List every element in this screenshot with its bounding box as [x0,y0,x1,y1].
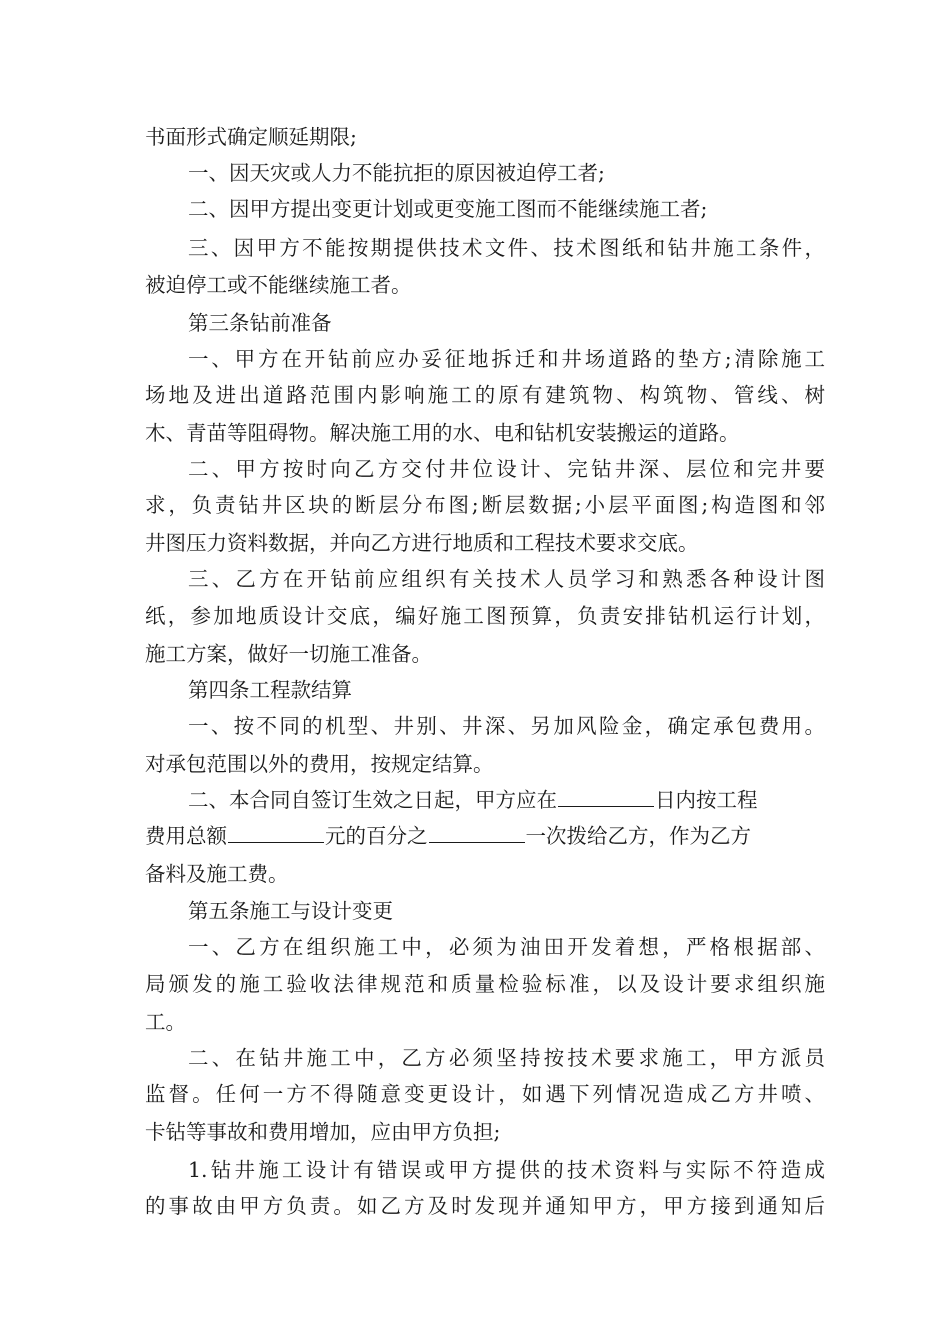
text-line: 备料及施工费。 [145,862,289,886]
text-line: 对承包范围以外的费用，按规定结算。 [145,752,494,776]
text-line: 工。 [145,1010,186,1034]
text-line: 场地及进出道路范围内影响施工的原有建筑物、构筑物、管线、树 [145,383,825,407]
text-line: 卡钻等事故和费用增加，应由甲方负担; [145,1120,501,1144]
text-line: 书面形式确定顺延期限; [145,125,357,149]
text-line-with-blank [145,818,825,854]
text-line: 局颁发的施工验收法律规范和质量检验标准，以及设计要求组织施 [145,972,825,996]
text-line: 的事故由甲方负责。如乙方及时发现并通知甲方，甲方接到通知后 [145,1194,825,1218]
text-segment: 元的百分之 [325,824,428,848]
text-line: 木、青苗等阻碍物。解决施工用的水、电和钻机安装搬运的道路。 [145,421,740,445]
fill-in-blank[interactable] [228,822,324,843]
text-line: 施工方案，做好一切施工准备。 [145,642,432,666]
text-line: 监督。任何一方不得随意变更设计，如遇下列情况造成乙方井喷、 [145,1082,825,1106]
text-line: 三、乙方在开钻前应组织有关技术人员学习和熟悉各种设计图 [188,567,825,591]
fill-in-blank[interactable] [558,786,654,807]
section-heading: 第四条工程款结算 [188,678,352,702]
text-line: 二、甲方按时向乙方交付井位设计、完钻井深、层位和完井要 [188,457,825,481]
text-line: 纸，参加地质设计交底，编好施工图预算，负责安排钻机运行计划， [145,604,825,628]
text-segment: 日内按工程 [655,788,758,812]
text-line: 求，负责钻井区块的断层分布图;断层数据;小层平面图;构造图和邻 [145,493,825,517]
text-segment: 一次拨给乙方，作为乙方 [525,824,751,848]
text-line: 1.钻井施工设计有错误或甲方提供的技术资料与实际不符造成 [188,1158,825,1182]
text-line: 被迫停工或不能继续施工者。 [145,273,412,297]
text-line: 一、乙方在组织施工中，必须为油田开发着想，严格根据部、 [188,935,825,959]
section-heading: 第三条钻前准备 [188,311,332,335]
text-line: 二、因甲方提出变更计划或更变施工图而不能继续施工者; [188,197,708,221]
text-line: 三、因甲方不能按期提供技术文件、技术图纸和钻井施工条件， [188,236,825,260]
text-line: 井图压力资料数据，并向乙方进行地质和工程技术要求交底。 [145,531,699,555]
text-line: 一、因天灾或人力不能抗拒的原因被迫停工者; [188,161,605,185]
text-segment: 二、本合同自签订生效之日起，甲方应在 [188,788,557,812]
text-line: 一、甲方在开钻前应办妥征地拆迁和井场道路的垫方;清除施工 [188,347,825,371]
text-line-with-blank [188,782,825,818]
section-heading: 第五条施工与设计变更 [188,899,393,923]
text-segment: 费用总额 [145,824,227,848]
text-line: 二、在钻井施工中，乙方必须坚持按技术要求施工，甲方派员 [188,1046,825,1070]
fill-in-blank[interactable] [429,822,525,843]
text-line: 一、按不同的机型、井别、井深、另加风险金，确定承包费用。 [188,714,825,738]
